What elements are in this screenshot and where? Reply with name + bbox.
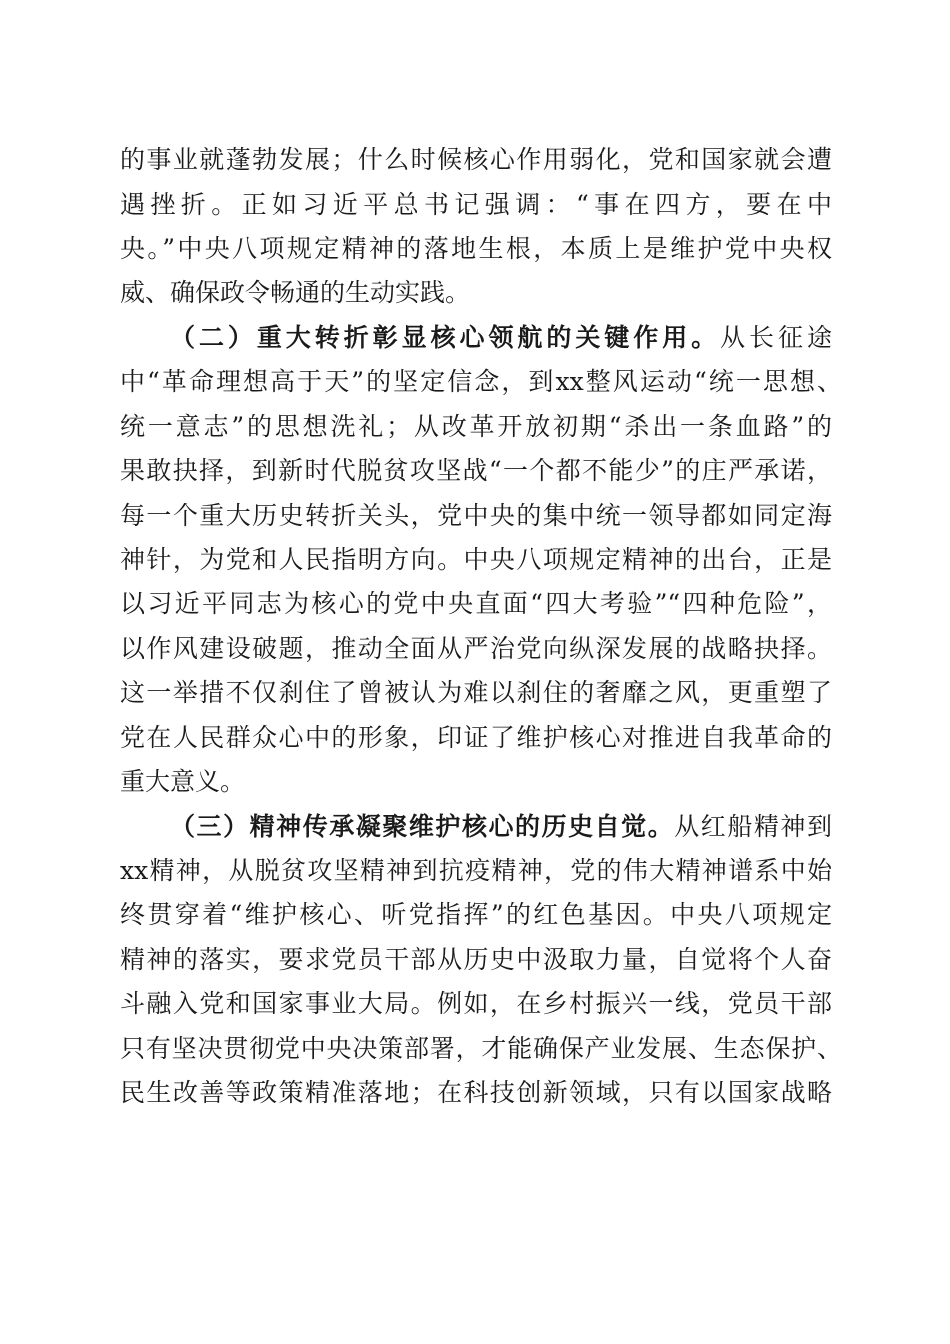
text-line: 斗融入党和国家事业大局。例如，在乡村振兴一线，党员干部: [120, 989, 832, 1018]
section-3-number: （三）: [170, 812, 250, 841]
text-line: 统一意志”的思想洗礼；从改革开放初期“杀出一条血路”的: [120, 412, 832, 441]
text-line: 威、确保政令畅通的生动实践。: [120, 278, 471, 307]
text-line: 精神的落实，要求党员干部从历史中汲取力量，自觉将个人奋: [120, 945, 832, 974]
text-line: 这一举措不仅刹住了曾被认为难以刹住的奢靡之风，更重塑了: [120, 678, 832, 707]
section-3-title: 精神传承凝聚维护核心的历史自觉。: [249, 812, 675, 841]
text-line: 遇挫折。正如习近平总书记强调：“事在四方，要在中: [120, 190, 832, 219]
text-line: xx精神，从脱贫攻坚精神到抗疫精神，党的伟大精神谱系中始: [120, 856, 832, 885]
section-heading-line: [170, 807, 832, 847]
text-line: 中“革命理想高于天”的坚定信念，到xx整风运动“统一思想、: [120, 367, 842, 396]
section-2-lead: 从长征途: [720, 323, 832, 352]
text-line: 只有坚决贯彻党中央决策部署，才能确保产业发展、生态保护、: [120, 1034, 842, 1063]
text-line: 央。”中央八项规定精神的落地生根，本质上是维护党中央权: [120, 234, 832, 263]
section-3-lead: 从红船精神到: [674, 812, 832, 841]
section-heading-line: [170, 318, 832, 358]
text-line: 的事业就蓬勃发展；什么时候核心作用弱化，党和国家就会遭: [120, 145, 832, 174]
text-line: 每一个重大历史转折关头，党中央的集中统一领导都如同定海: [120, 501, 832, 530]
text-line: 以习近平同志为核心的党中央直面“四大考验”“四种危险”，: [120, 589, 832, 618]
section-2-title: 重大转折彰显核心领航的关键作用。: [256, 323, 721, 352]
text-line: 神针，为党和人民指明方向。中央八项规定精神的出台，正是: [120, 545, 832, 574]
text-line: 终贯穿着“维护核心、听党指挥”的红色基因。中央八项规定: [120, 900, 832, 929]
text-line: 以作风建设破题，推动全面从严治党向纵深发展的战略抉择。: [120, 634, 832, 663]
text-line: 重大意义。: [120, 767, 246, 796]
section-2-number: （二）: [170, 323, 257, 352]
text-line: 党在人民群众心中的形象，印证了维护核心对推进自我革命的: [120, 723, 832, 752]
text-line: 果敢抉择，到新时代脱贫攻坚战“一个都不能少”的庄严承诺，: [120, 456, 832, 485]
text-line: 民生改善等政策精准落地；在科技创新领域，只有以国家战略: [120, 1078, 832, 1107]
